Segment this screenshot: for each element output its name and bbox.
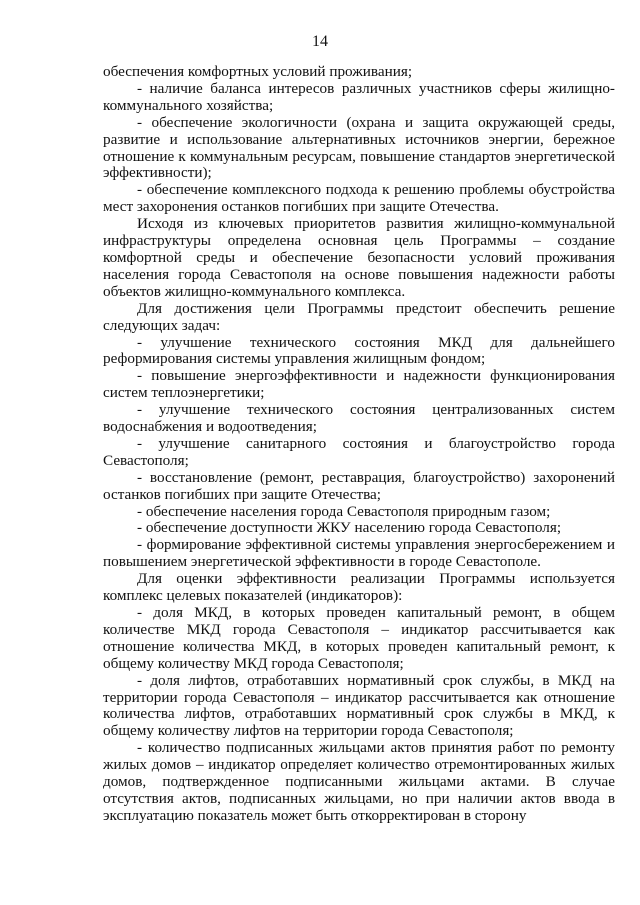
paragraph: - повышение энергоэффективности и надежности функционирования систем теплоэнергетики; <box>103 367 615 402</box>
paragraph: Для оценки эффективности реализации Программы используется комплекс целевых показателей (индикаторов): <box>103 570 615 605</box>
paragraph: - улучшение санитарного состояния и благоустройство города Севастополя; <box>103 434 615 469</box>
paragraph: - улучшение технического состояния МКД для дальнейшего реформирования системы управления жилищным фондом; <box>103 333 615 368</box>
paragraph: - обеспечение экологичности (охрана и защита окружающей среды, развитие и использование альтернативных источников энергии, бережное отношение к коммунальным ресурсам, повышение стандартов энергетической эффективности); <box>103 113 615 182</box>
paragraph: - обеспечение доступности ЖКУ населению города Севастополя; <box>137 519 562 537</box>
paragraph: - доля лифтов, отработавших нормативный срок службы, в МКД на территории города Севастополя – индикатор рассчитывается как отношение количества лифтов, отработавших нормативный срок службы в МКД, к общему количеству лифтов на территории города Севастополя; <box>103 671 615 740</box>
paragraph: - наличие баланса интересов различных участников сферы жилищно-коммунального хозяйства; <box>103 79 615 114</box>
paragraph: - формирование эффективной системы управления энергосбережением и повышением энергетической эффективности в городе Севастополе. <box>103 536 615 571</box>
page-number: 14 <box>312 33 328 50</box>
paragraph: обеспечения комфортных условий проживания; <box>103 63 413 80</box>
paragraph: - восстановление (ремонт, реставрация, благоустройство) захоронений останков погибших при защите Отечества; <box>103 468 615 503</box>
paragraph: Для достижения цели Программы предстоит обеспечить решение следующих задач: <box>103 299 615 334</box>
document-body <box>103 64 615 825</box>
paragraph: - количество подписанных жильцами актов принятия работ по ремонту жилых домов – индикатор определяет количество отремонтированных жилых домов, подтвержденное подписанными жильцами актами. В случае отсутствия актов, подписанных жильцами, но при наличии актов ввода в эксплуатацию показатель может быть откорректирован в сторону <box>103 739 615 824</box>
paragraph: - доля МКД, в которых проведен капитальный ремонт, в общем количестве МКД города Севастополя – индикатор рассчитывается как отношение количества МКД, в которых проведен капитальный ремонт, к общему количеству МКД города Севастополя; <box>103 604 615 672</box>
paragraph: - улучшение технического состояния централизованных систем водоснабжения и водоотведения; <box>103 401 615 436</box>
paragraph: - обеспечение населения города Севастополя природным газом; <box>137 502 551 520</box>
paragraph: Исходя из ключевых приоритетов развития жилищно-коммунальной инфраструктуры определена основная цель Программы – создание комфортной среды и обеспечение безопасности условий проживания населения города Севастополя на основе повышения надежности работы объектов жилищно-коммунального комплекса. <box>103 215 615 300</box>
paragraph: - обеспечение комплексного подхода к решению проблемы обустройства мест захоронения останков погибших при защите Отечества. <box>103 181 615 216</box>
